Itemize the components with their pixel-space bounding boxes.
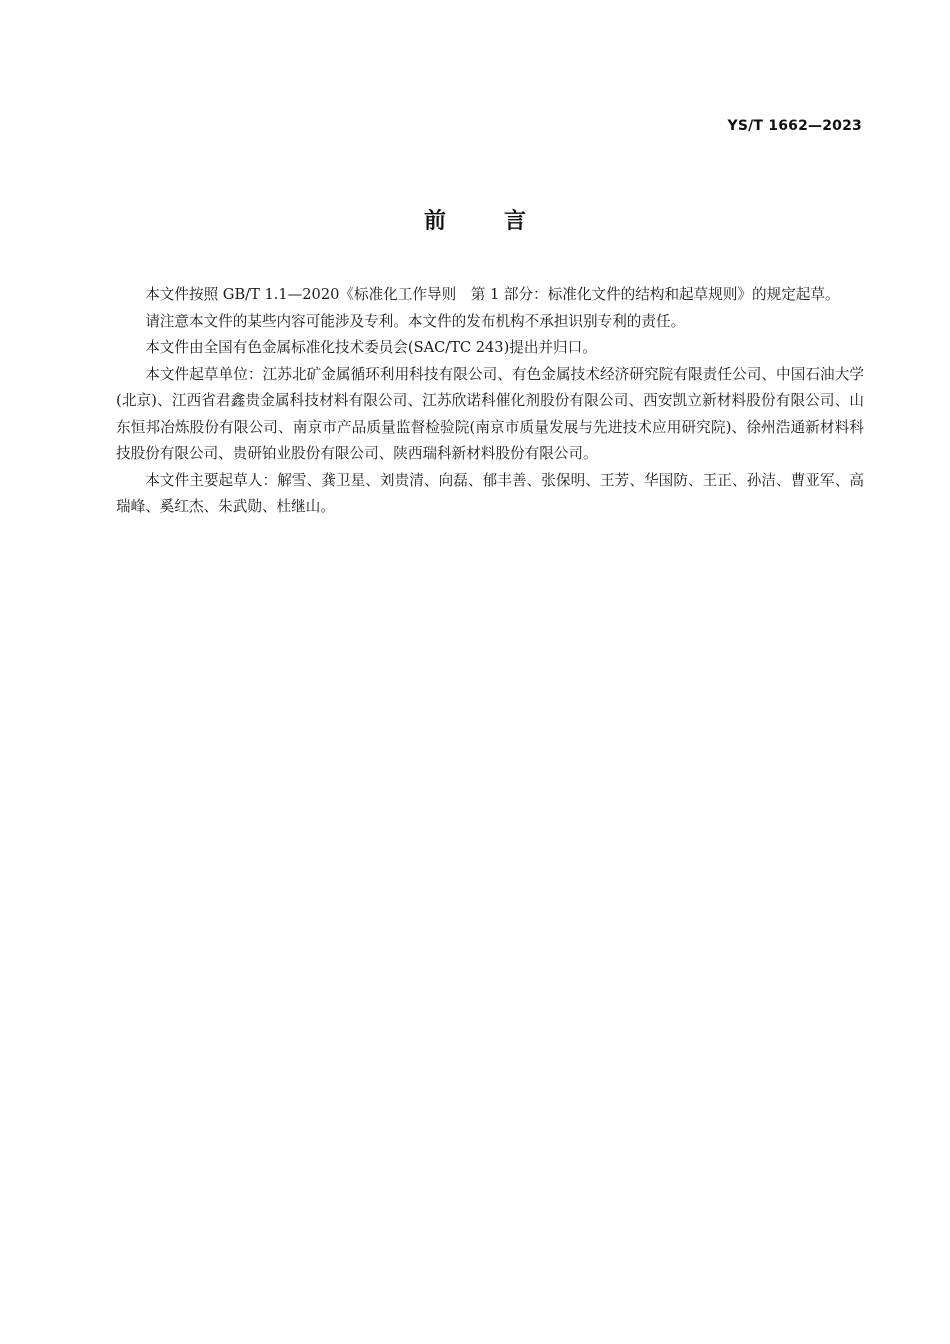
- paragraph-drafting-units: 本文件起草单位：江苏北矿金属循环利用科技有限公司、有色金属技术经济研究院有限责任公司、中国石油大学(北京)、江西省君鑫贵金属科技材料有限公司、江苏欣诺科催化剂股份有限公司、西安凯立新材料股份有限公司、山东恒邦冶炼股份有限公司、南京市产品质量监督检验院(南京市质量发展与先进技术应用研究院)、徐州浩通新材料科技股份有限公司、贵研铂业股份有限公司、陕西瑞科新材料股份有限公司。: [116, 365, 864, 462]
- standard-code: YS/T 1662—2023: [727, 118, 862, 134]
- paragraph-patent-notice: 请注意本文件的某些内容可能涉及专利。本文件的发布机构不承担识别专利的责任。: [145, 312, 686, 330]
- paragraph-drafting-rules: 本文件按照 GB/T 1.1—2020《标准化工作导则 第 1 部分：标准化文件的结构和起草规则》的规定起草。: [145, 286, 840, 303]
- paragraph-proposer: 本文件由全国有色金属标准化技术委员会(SAC/TC 243)提出并归口。: [145, 339, 597, 356]
- page-title: 前言: [423, 209, 584, 234]
- paragraph-drafters: 本文件主要起草人：解雪、龚卫星、刘贵清、向磊、郁丰善、张保明、王芳、华国防、王正、孙洁、曹亚军、高瑞峰、奚红杰、朱武勋、杜继山。: [116, 471, 864, 515]
- preface-body: [116, 282, 864, 521]
